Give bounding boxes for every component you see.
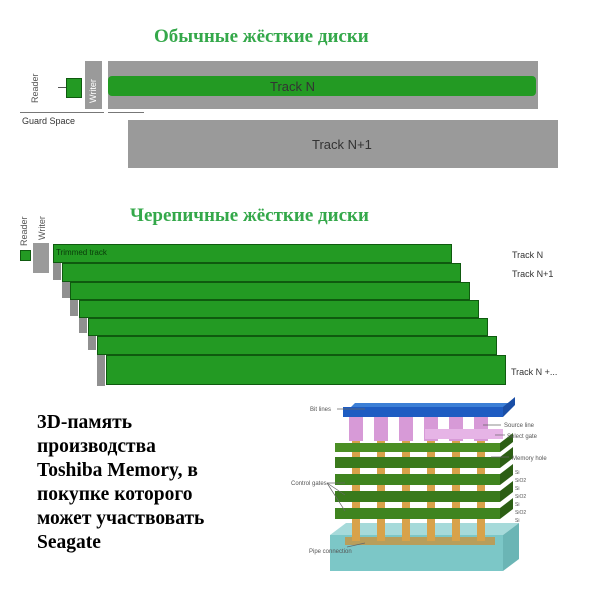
shingled-title: Черепичные жёсткие диски bbox=[130, 205, 369, 226]
shingle-shadow bbox=[62, 280, 70, 298]
control-gate-layers bbox=[335, 433, 513, 519]
guard-line-2 bbox=[108, 112, 144, 113]
shingled-track bbox=[79, 300, 479, 318]
shingle-shadow bbox=[53, 262, 61, 280]
layer-label: SiO2 bbox=[515, 494, 527, 500]
layer-label: SiO2 bbox=[515, 478, 527, 484]
source-line-label: Source line bbox=[504, 423, 535, 429]
shingled-track bbox=[97, 336, 497, 355]
shingled-track-n1-label: Track N+1 bbox=[512, 269, 554, 279]
track-n-green bbox=[108, 76, 536, 96]
bit-lines-side bbox=[503, 397, 515, 417]
source-line bbox=[425, 429, 503, 439]
layer-label: Si bbox=[515, 518, 520, 524]
shingled-track bbox=[106, 355, 506, 385]
shingle-shadow bbox=[79, 316, 87, 333]
layer-label: Si bbox=[515, 470, 520, 476]
bit-lines-label: Bit lines bbox=[310, 407, 332, 413]
caption-line: Seagate bbox=[37, 532, 101, 553]
bit-lines-front bbox=[343, 407, 503, 417]
reader-connector bbox=[58, 87, 66, 88]
reader-label: Reader bbox=[30, 73, 40, 103]
shingled-track bbox=[88, 318, 488, 336]
shingle-shadow bbox=[70, 298, 78, 316]
caption-line: может участвовать bbox=[37, 508, 205, 529]
shingle-shadow bbox=[97, 350, 105, 386]
conventional-title: Обычные жёсткие диски bbox=[154, 26, 369, 47]
shingled-track-nplus-label: Track N +... bbox=[511, 367, 558, 377]
shingled-track-trimmed bbox=[53, 244, 452, 263]
shingled-reader-label: Reader bbox=[19, 216, 29, 246]
writer-label: Writer bbox=[88, 79, 98, 103]
shingled-writer-label: Writer bbox=[37, 216, 47, 240]
caption-line: Toshiba Memory, в bbox=[37, 460, 198, 481]
trimmed-track-label: Trimmed track bbox=[56, 248, 107, 257]
track-n1-label: Track N+1 bbox=[312, 137, 372, 152]
shingled-track bbox=[70, 282, 470, 300]
layer-label: Si bbox=[515, 502, 520, 508]
select-gate-label: Select gate bbox=[507, 434, 538, 440]
caption-line: покупке которого bbox=[37, 484, 193, 505]
shingled-reader-element bbox=[20, 250, 31, 261]
memory-caption bbox=[37, 411, 297, 555]
shingled-track bbox=[62, 263, 461, 282]
caption-line: 3D-память bbox=[37, 412, 133, 433]
pipe-connection-label: Pipe connection bbox=[309, 549, 352, 555]
caption-line: производства bbox=[37, 436, 156, 457]
memory-hole-label: Memory hole bbox=[512, 456, 547, 462]
nand-3d-diagram bbox=[285, 395, 585, 585]
guard-space-label: Guard Space bbox=[22, 116, 76, 126]
guard-line bbox=[20, 112, 104, 113]
shingled-writer-element bbox=[33, 243, 49, 273]
pipe-connection-bar bbox=[345, 537, 495, 545]
shingled-track-n-label: Track N bbox=[512, 250, 544, 260]
layer-label: Si bbox=[515, 486, 520, 492]
control-gates-label: Control gates bbox=[291, 481, 327, 487]
track-n-label: Track N bbox=[270, 79, 316, 94]
layer-label: SiO2 bbox=[515, 510, 527, 516]
reader-element bbox=[66, 78, 82, 98]
